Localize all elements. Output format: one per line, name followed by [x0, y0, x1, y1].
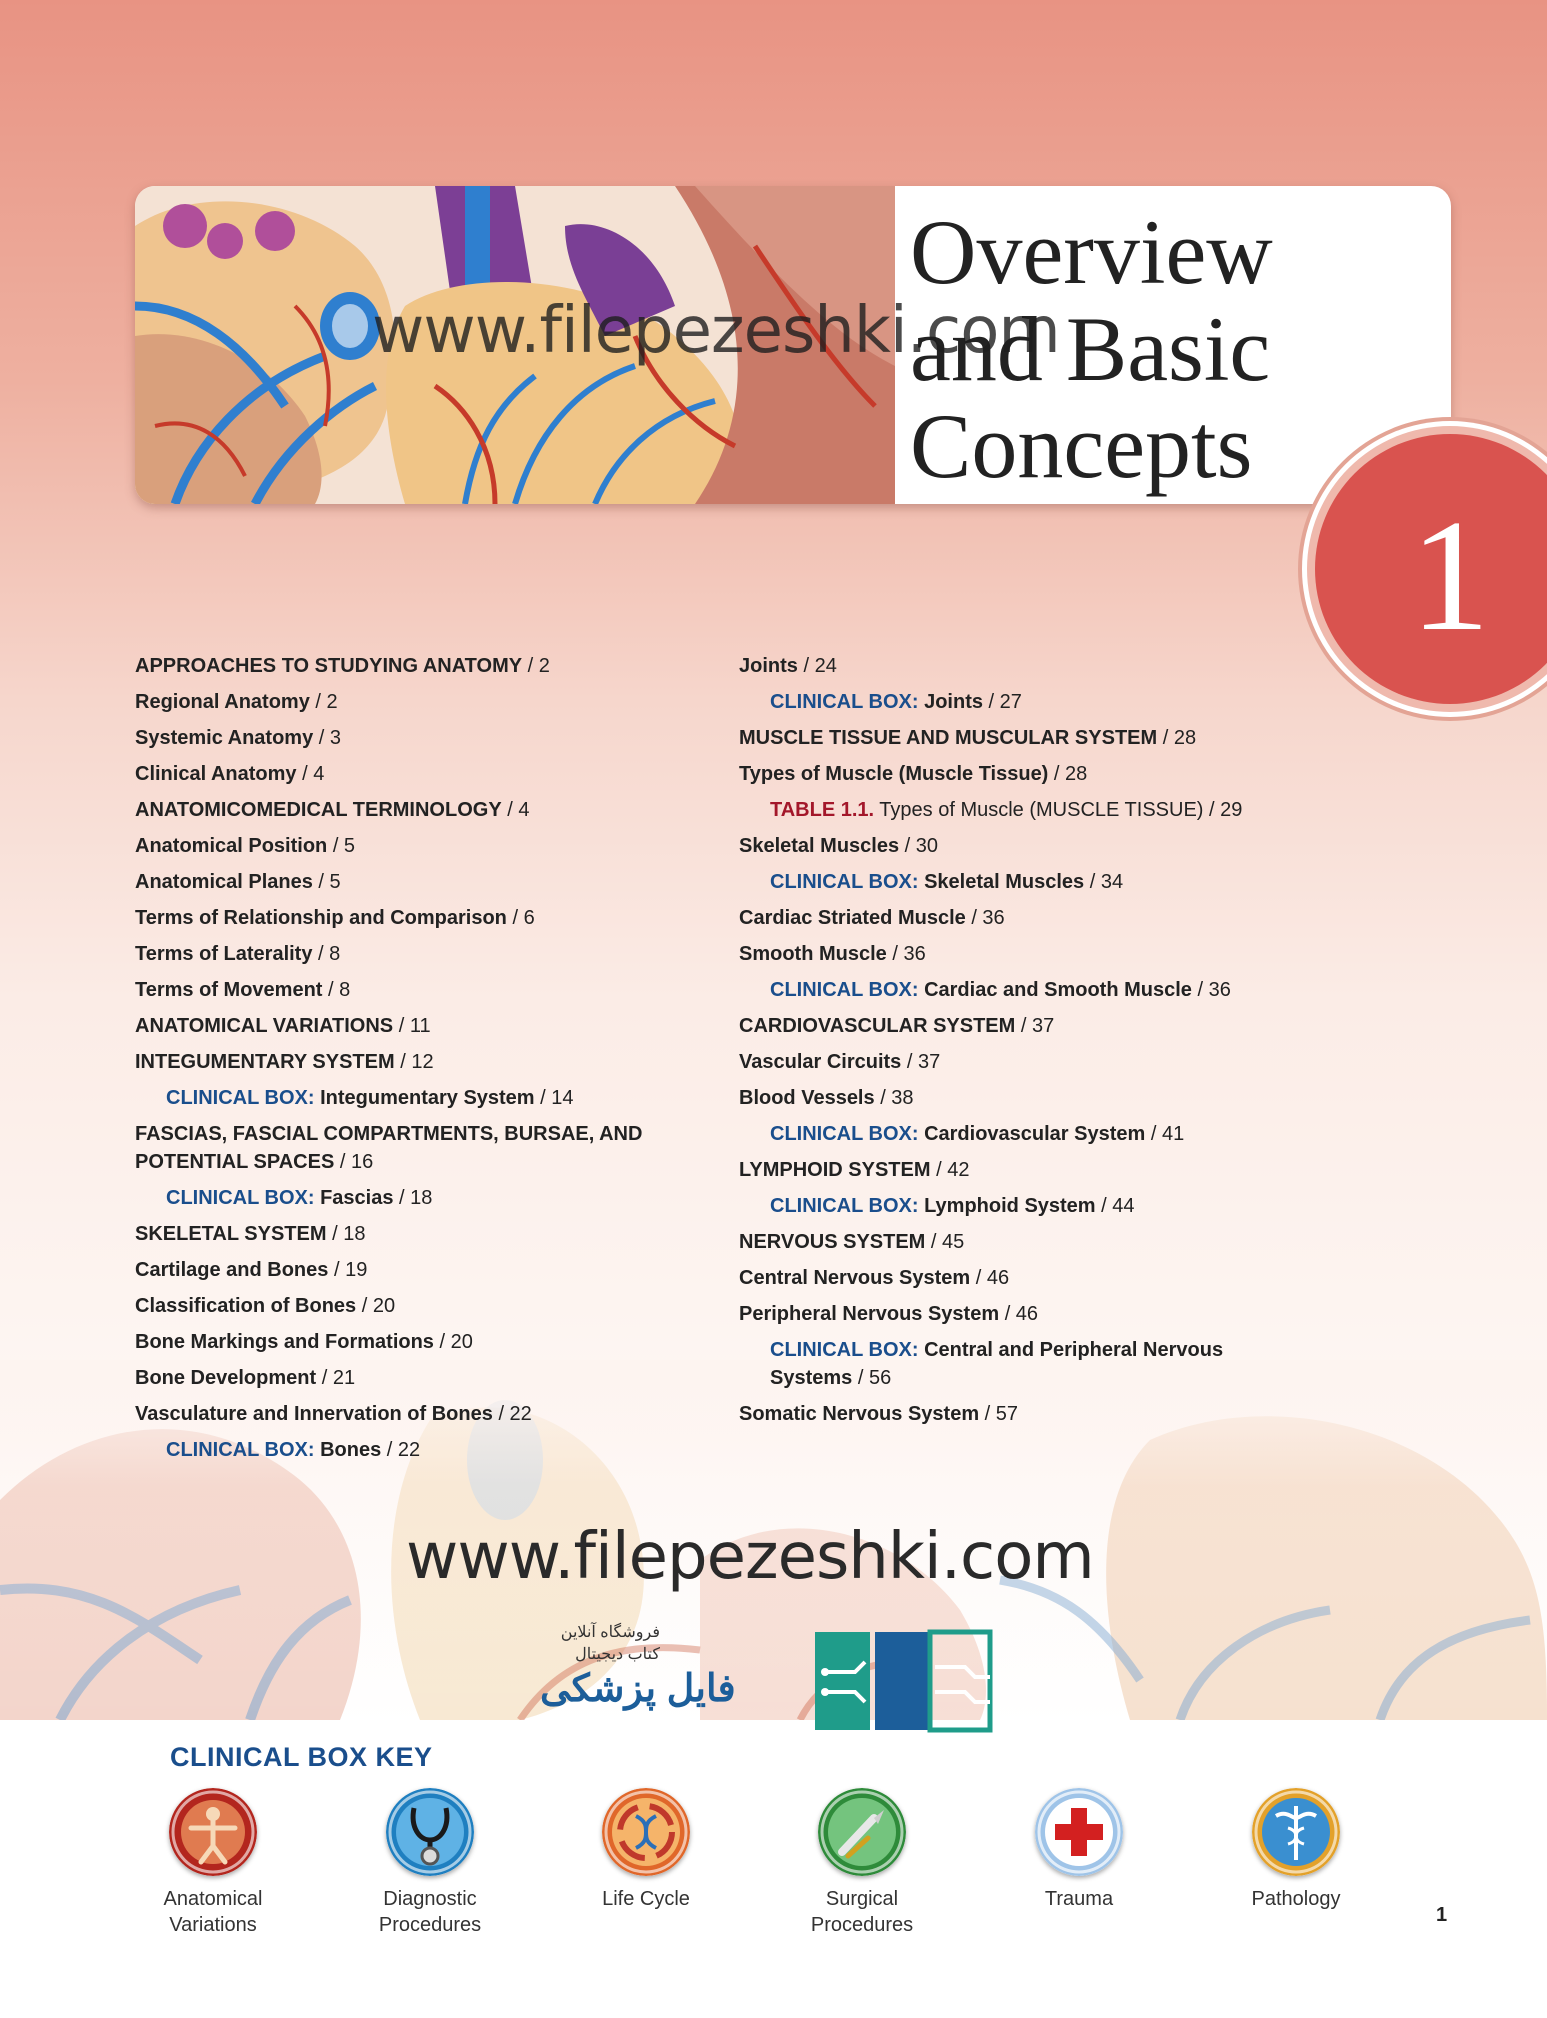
clinical-box-label: CLINICAL BOX: [770, 979, 919, 1001]
toc-entry[interactable] [739, 724, 1339, 752]
toc-entry-title: Classification of Bones [135, 1295, 357, 1317]
key-item-diagnostic-procedures [345, 1788, 515, 1938]
toc-entry-page: / 20 [361, 1295, 396, 1317]
toc-entry-title: Bones [320, 1439, 382, 1461]
toc-entry[interactable] [135, 760, 735, 788]
toc-entry[interactable] [739, 940, 1339, 968]
toc-entry[interactable] [739, 1300, 1339, 1328]
toc-entry-title: Joints [739, 655, 798, 677]
toc-entry[interactable] [739, 904, 1339, 932]
toc-entry[interactable] [739, 1084, 1339, 1112]
toc-entry-page: / 42 [936, 1159, 970, 1181]
toc-entry[interactable] [135, 1292, 735, 1320]
toc-entry-title: CARDIOVASCULAR SYSTEM [739, 1015, 1016, 1037]
toc-entry[interactable] [135, 1436, 735, 1464]
toc-entry-title: Types of Muscle (Muscle Tissue) [739, 763, 1049, 785]
caduceus-icon [1252, 1788, 1340, 1876]
toc-entry[interactable] [739, 1156, 1339, 1184]
toc-entry-title: ANATOMICOMEDICAL TERMINOLOGY [135, 799, 502, 821]
circuit-book-icon [815, 1622, 995, 1734]
toc-entry-page: / 14 [540, 1087, 574, 1109]
toc-entry-title: LYMPHOID SYSTEM [739, 1159, 931, 1181]
toc-entry-page: / 12 [400, 1051, 434, 1073]
table-label: TABLE 1.1. [770, 799, 875, 821]
toc-entry[interactable] [739, 1264, 1339, 1292]
toc-entry-title: Integumentary System [320, 1087, 535, 1109]
toc-entry-title: Skeletal Muscles [739, 835, 900, 857]
toc-entry[interactable] [135, 1328, 735, 1356]
toc-entry-page: / 41 [1150, 1123, 1185, 1145]
toc-entry-page: / 36 [1197, 979, 1231, 1001]
chapter-number: 1 [1410, 486, 1490, 664]
toc-entry[interactable] [135, 976, 735, 1004]
key-item-anatomical-variations [128, 1788, 298, 1938]
toc-entry-page: / 22 [386, 1439, 421, 1461]
key-label-anatomical-variations: Anatomical Variations [163, 1888, 263, 1936]
toc-entry[interactable] [739, 1120, 1339, 1148]
toc-entry-page: / 46 [1004, 1303, 1039, 1325]
toc-entry-title: Lymphoid System [924, 1195, 1096, 1217]
key-label-trauma: Trauma [1044, 1888, 1114, 1910]
toc-entry-page: / 36 [971, 907, 1005, 929]
toc-entry-title: Vasculature and Innervation of Bones [135, 1403, 493, 1425]
toc-entry[interactable] [135, 1364, 735, 1392]
toc-entry[interactable] [739, 796, 1339, 824]
clinical-box-label: CLINICAL BOX: [770, 871, 919, 893]
toc-entry-page: / 4 [507, 799, 530, 821]
toc-entry-page: / 57 [984, 1403, 1019, 1425]
toc-entry[interactable] [135, 652, 735, 680]
toc-entry-title: Terms of Laterality [135, 943, 313, 965]
toc-entry-title: Cardiac and Smooth Muscle [924, 979, 1192, 1001]
title-line-1: Overview [910, 201, 1273, 303]
toc-entry-page: / 56 [857, 1367, 892, 1389]
logo-brand-name: فایل پزشکی [540, 1668, 736, 1710]
key-label-diagnostic-procedures: Diagnostic Procedures [378, 1888, 482, 1936]
clinical-box-label: CLINICAL BOX: [770, 1195, 919, 1217]
toc-entry-title: Cartilage and Bones [135, 1259, 329, 1281]
toc-entry-page: / 29 [1209, 799, 1243, 821]
toc-entry-page: / 37 [1020, 1015, 1055, 1037]
toc-entry-title: Terms of Relationship and Comparison [135, 907, 507, 929]
toc-entry-page: / 37 [906, 1051, 941, 1073]
toc-entry[interactable] [739, 832, 1339, 860]
toc-entry-title: Regional Anatomy [135, 691, 310, 713]
toc-entry-page: / 19 [333, 1259, 368, 1281]
key-item-trauma [994, 1788, 1164, 1912]
toc-entry-page: / 5 [318, 871, 341, 893]
page-number: 1 [1436, 1904, 1448, 1926]
toc-entry-title: Cardiac Striated Muscle [739, 907, 966, 929]
toc-entry-title: APPROACHES TO STUDYING ANATOMY [135, 655, 523, 677]
toc-entry[interactable] [739, 688, 1339, 716]
dna-cycle-icon [602, 1788, 690, 1876]
toc-entry[interactable] [135, 1400, 735, 1428]
toc-entry-title: Terms of Movement [135, 979, 323, 1001]
key-label-pathology: Pathology [1251, 1888, 1341, 1910]
toc-entry-title: Vascular Circuits [739, 1051, 902, 1073]
toc-entry-title: Anatomical Planes [135, 871, 313, 893]
stethoscope-icon [386, 1788, 474, 1876]
toc-entry-title: Fascias [320, 1187, 394, 1209]
vitruvian-man-icon [169, 1788, 257, 1876]
toc-entry-title: NERVOUS SYSTEM [739, 1231, 926, 1253]
toc-entry-page: / 44 [1101, 1195, 1135, 1217]
toc-entry-page: / 8 [318, 943, 341, 965]
toc-entry-page: / 24 [803, 655, 837, 677]
toc-entry-page: / 16 [339, 1151, 374, 1173]
key-item-surgical-procedures [777, 1788, 947, 1938]
toc-entry[interactable] [135, 796, 735, 824]
toc-entry-title: Peripheral Nervous System [739, 1303, 1000, 1325]
clinical-box-label: CLINICAL BOX: [770, 1123, 919, 1145]
toc-entry-page: / 2 [527, 655, 550, 677]
toc-entry[interactable] [135, 940, 735, 968]
key-item-pathology [1211, 1788, 1381, 1912]
clinical-box-label: CLINICAL BOX: [166, 1187, 315, 1209]
key-item-life-cycle [561, 1788, 731, 1912]
toc-entry-title: Joints [924, 691, 983, 713]
toc-entry-title: Bone Development [135, 1367, 317, 1389]
toc-entry[interactable] [135, 868, 735, 896]
logo-tagline-2: کتاب دیجیتال [575, 1646, 660, 1663]
toc-entry-page: / 22 [498, 1403, 532, 1425]
toc-entry-page: / 28 [1053, 763, 1088, 785]
clinical-box-label: CLINICAL BOX: [770, 1339, 919, 1361]
toc-entry-title: Bone Markings and Formations [135, 1331, 434, 1353]
toc-entry-page: / 18 [399, 1187, 433, 1209]
toc-entry-page: / 30 [904, 835, 939, 857]
clinical-box-label: CLINICAL BOX: [166, 1087, 315, 1109]
scalpel-icon [818, 1788, 906, 1876]
toc-entry-page: / 5 [332, 835, 356, 857]
toc-entry-page: / 20 [439, 1331, 473, 1353]
toc-entry-page: / 28 [1162, 727, 1197, 749]
toc-entry-title: INTEGUMENTARY SYSTEM [135, 1051, 395, 1073]
toc-entry[interactable] [135, 904, 735, 932]
toc-entry[interactable] [135, 1048, 735, 1076]
toc-entry-title: Blood Vessels [739, 1087, 875, 1109]
toc-entry-title: Anatomical Position [135, 835, 328, 857]
clinical-box-label: CLINICAL BOX: [166, 1439, 315, 1461]
toc-left-column [135, 652, 735, 1472]
toc-entry-title: Central Nervous System [739, 1267, 971, 1289]
toc-entry[interactable] [135, 1256, 735, 1284]
toc-entry-page: / 18 [332, 1223, 366, 1245]
watermark-top: www.filepezeshki.com [372, 294, 1060, 368]
toc-entry-page: / 27 [988, 691, 1022, 713]
key-label-surgical-procedures: Surgical Procedures [810, 1888, 914, 1936]
watermark-bottom: www.filepezeshki.com [406, 1520, 1094, 1594]
logo-tagline-1: فروشگاه آنلاین [560, 1624, 660, 1641]
title-line-3: Concepts [910, 395, 1253, 497]
toc-entry[interactable] [739, 760, 1339, 788]
publisher-logo [535, 1622, 995, 1734]
toc-right-column [739, 652, 1339, 1436]
toc-entry[interactable] [739, 1228, 1339, 1256]
toc-entry[interactable] [135, 1084, 735, 1112]
toc-entry[interactable] [739, 1400, 1339, 1428]
toc-entry-title: Clinical Anatomy [135, 763, 297, 785]
toc-entry[interactable] [135, 1220, 735, 1248]
toc-entry-page: / 38 [880, 1087, 914, 1109]
toc-entry-page: / 4 [302, 763, 325, 785]
toc-entry-title: Types of Muscle (MUSCLE TISSUE) [879, 799, 1204, 821]
toc-entry[interactable] [135, 688, 735, 716]
toc-entry-page: / 8 [328, 979, 351, 1001]
toc-entry-title: SKELETAL SYSTEM [135, 1223, 327, 1245]
clinical-box-key-title: CLINICAL BOX KEY [170, 1742, 433, 1772]
toc-entry-title: Cardiovascular System [924, 1123, 1146, 1145]
key-label-life-cycle: Life Cycle [602, 1888, 690, 1910]
toc-entry-title: Central and Peripheral Nervous Systems [770, 1339, 1224, 1389]
red-cross-icon [1035, 1788, 1123, 1876]
toc-entry[interactable] [135, 1120, 705, 1176]
toc-entry[interactable] [739, 1012, 1339, 1040]
toc-entry[interactable] [739, 1048, 1339, 1076]
toc-entry[interactable] [739, 868, 1339, 896]
toc-entry-page: / 3 [318, 727, 342, 749]
toc-entry-page: / 34 [1089, 871, 1124, 893]
toc-entry-page: / 6 [512, 907, 535, 929]
toc-entry[interactable] [739, 1192, 1339, 1220]
toc-entry-title: MUSCLE TISSUE AND MUSCULAR SYSTEM [739, 727, 1158, 749]
clinical-box-label: CLINICAL BOX: [770, 691, 919, 713]
toc-entry-title: Skeletal Muscles [924, 871, 1085, 893]
toc-entry-title: Smooth Muscle [739, 943, 887, 965]
toc-entry[interactable] [135, 724, 735, 752]
toc-entry-page: / 2 [315, 691, 338, 713]
toc-entry-page: / 21 [321, 1367, 356, 1389]
toc-entry[interactable] [135, 1184, 735, 1212]
toc-entry[interactable] [135, 1012, 735, 1040]
toc-entry[interactable] [739, 976, 1310, 1004]
title-line-2: and Basic [910, 298, 1271, 400]
toc-entry-title: FASCIAS, FASCIAL COMPARTMENTS, BURSAE, AND POTENTIAL SPACES [135, 1123, 643, 1173]
toc-entry-title: Somatic Nervous System [739, 1403, 980, 1425]
toc-entry-title: ANATOMICAL VARIATIONS [135, 1015, 394, 1037]
toc-entry-page: / 46 [975, 1267, 1010, 1289]
toc-entry[interactable] [135, 832, 735, 860]
toc-entry-page: / 36 [892, 943, 926, 965]
toc-entry-title: Systemic Anatomy [135, 727, 314, 749]
toc-entry-page: / 45 [930, 1231, 965, 1253]
toc-entry[interactable] [739, 1336, 1310, 1392]
toc-entry[interactable] [739, 652, 1339, 680]
toc-entry-page: / 11 [398, 1015, 431, 1037]
